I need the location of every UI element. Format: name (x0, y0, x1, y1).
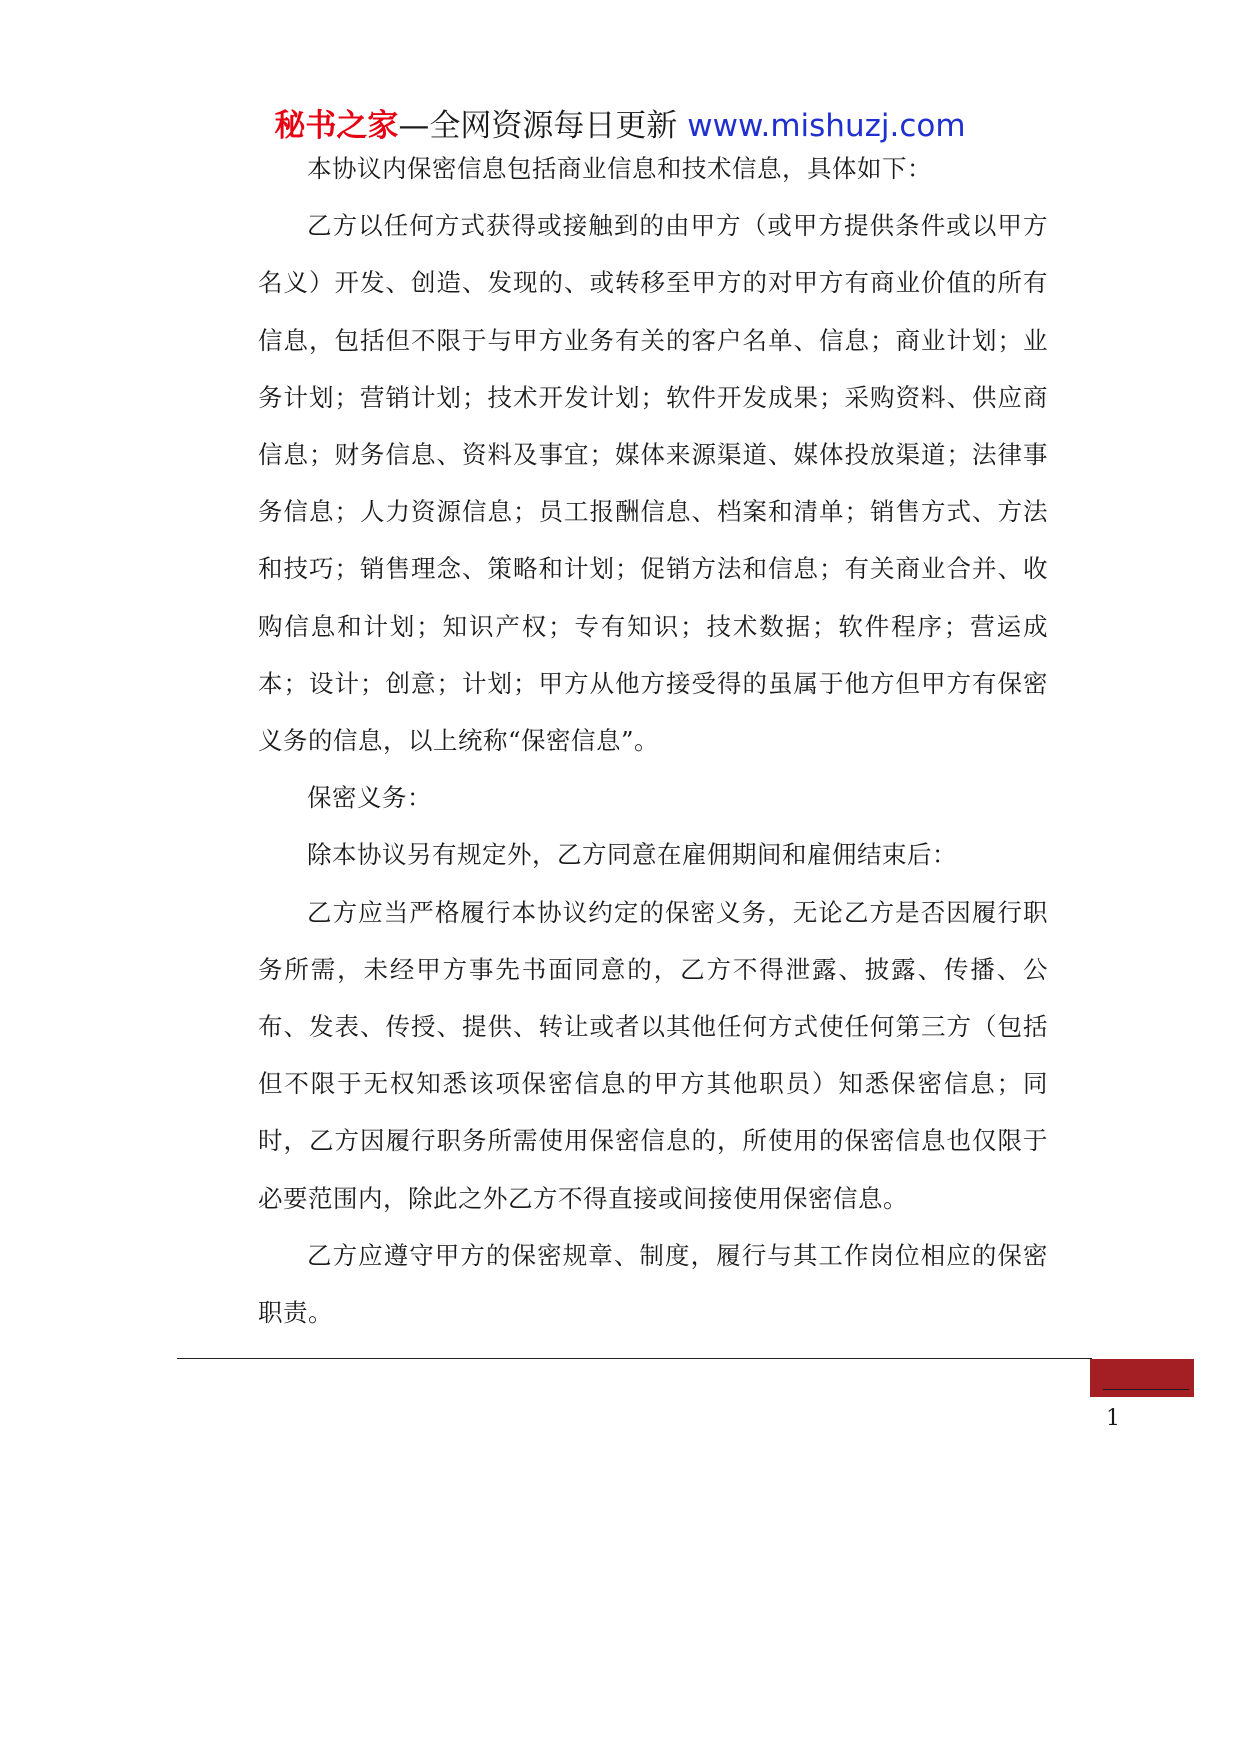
footer-divider (177, 1358, 1092, 1359)
document-body (258, 140, 1048, 1341)
paragraph-scope: 本协议内保密信息包括商业信息和技术信息，具体如下： (307, 154, 932, 183)
paragraph-agreement-period: 除本协议另有规定外，乙方同意在雇佣期间和雇佣结束后： (307, 840, 957, 870)
paragraph-strict-obligation: 乙方应当严格履行本协议约定的保密义务，无论乙方是否因履行职务所需，未经甲方事先书面同意的，乙方不得泄露、披露、传播、公布、发表、传授、提供、转让或者以其他任何方式使任何第三方（包括但不限于无权知悉该项保密信息的甲方其他职员）知悉保密信息；同时，乙方因履行职务所需使用保密信息的，所使用的保密信息也仅限于必要范围内，除此之外乙方不得直接或间接使用保密信息。 (258, 897, 1048, 1213)
paragraph-heading-obligations: 保密义务： (307, 783, 432, 813)
paragraph-compliance: 乙方应遵守甲方的保密规章、制度，履行与其工作岗位相应的保密职责。 (258, 1240, 1048, 1328)
footer-accent-block (1090, 1359, 1194, 1397)
site-url-link[interactable]: www.mishuzj.com (677, 108, 966, 144)
site-brand: 秘书之家 (274, 108, 399, 144)
paragraph-definition: 乙方以任何方式获得或接触到的由甲方（或甲方提供条件或以甲方名义）开发、创造、发现的、或转移至甲方的对甲方有商业价值的所有信息，包括但不限于与甲方业务有关的客户名单、信息；商业计划；业务计划；营销计划；技术开发计划；软件开发成果；采购资料、供应商信息；财务信息、资料及事宜；媒体来源渠道、媒体投放渠道；法律事务信息；人力资源信息；员工报酬信息、档案和清单；销售方式、方法和技巧；销售理念、策略和计划；促销方法和信息；有关商业合并、收购信息和计划；知识产权；专有知识；技术数据；软件程序；营运成本；设计；创意；计划；甲方从他方接受得的虽属于他方但甲方有保密义务的信息，以上统称“保密信息”。 (258, 211, 1048, 756)
footer-accent-rule (1103, 1389, 1189, 1390)
site-slogan: —全网资源每日更新 (398, 108, 678, 144)
page-number: 1 (1106, 1406, 1120, 1431)
